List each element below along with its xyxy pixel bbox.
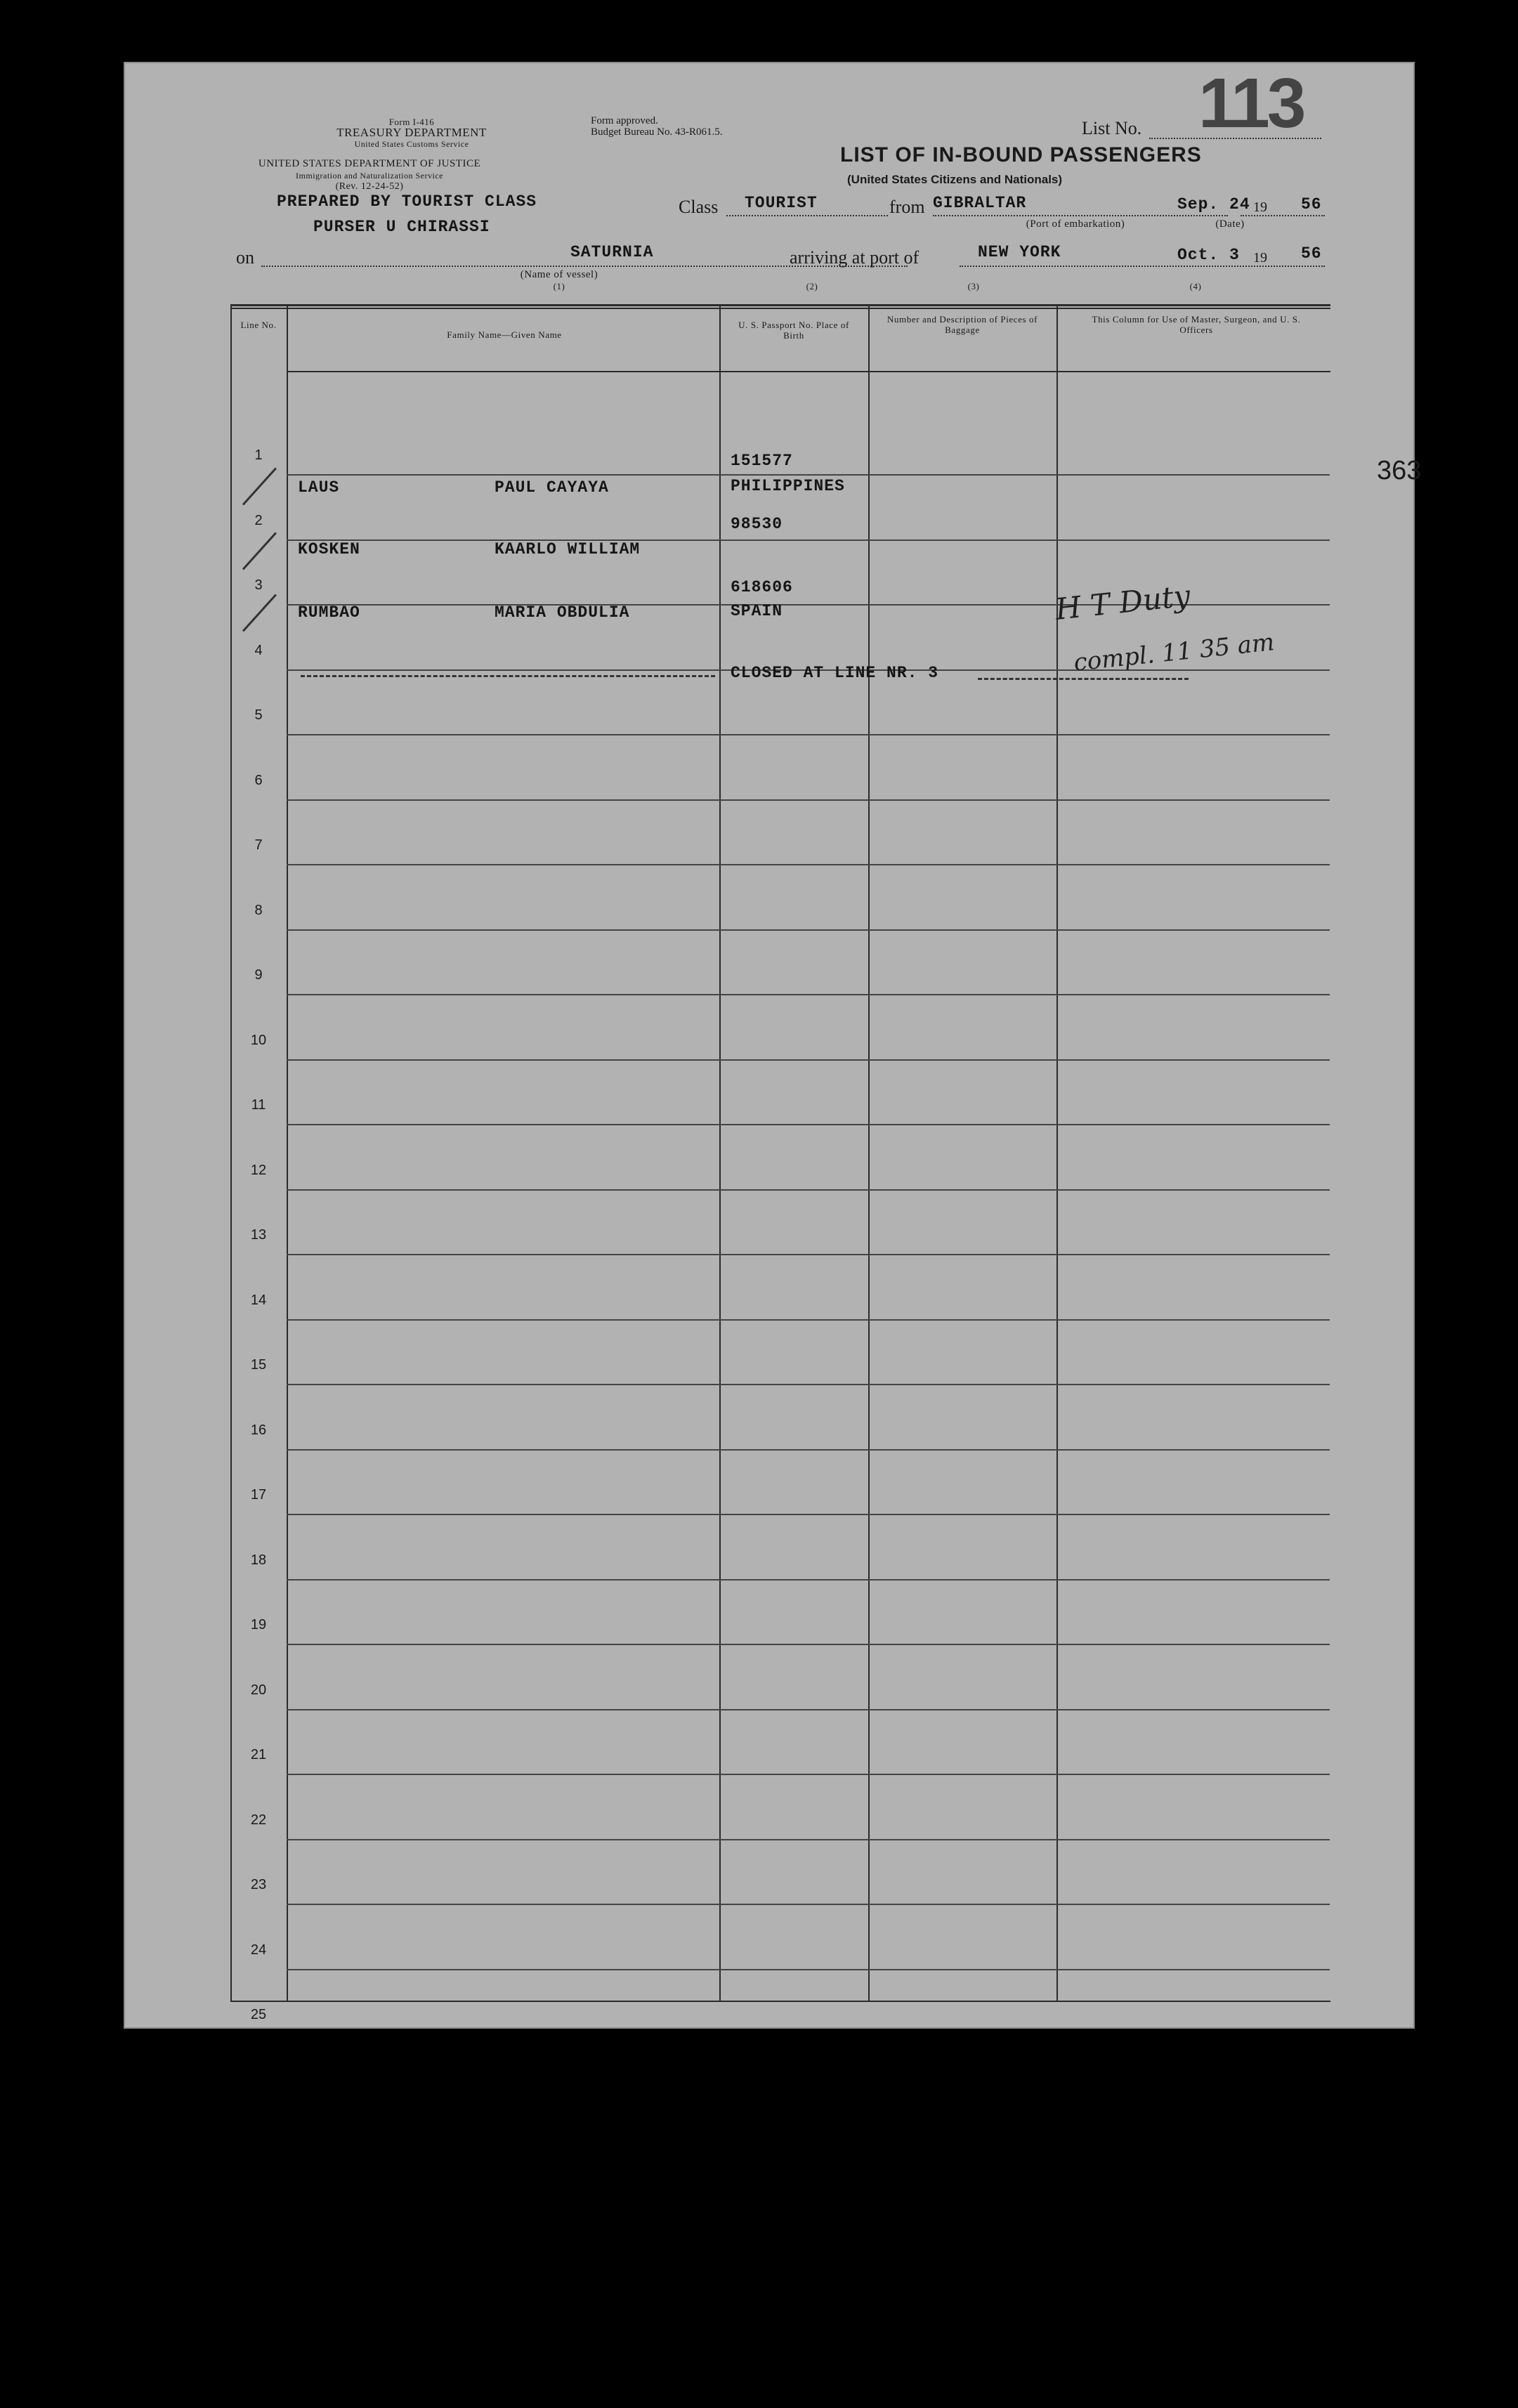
page-subtitle: (United States Citizens and Nationals) xyxy=(847,173,1063,186)
vessel-value: SATURNIA xyxy=(570,243,654,261)
row-rule xyxy=(287,994,1330,995)
row2-given: KAARLO WILLIAM xyxy=(495,540,641,558)
passenger-table xyxy=(230,304,1422,2022)
year-arrive: 56 xyxy=(1301,244,1322,263)
row-rule xyxy=(287,1059,1330,1061)
row-rule xyxy=(287,734,1330,735)
class-value: TOURIST xyxy=(745,194,818,212)
line-number: 2 xyxy=(254,512,263,528)
from-dotline xyxy=(933,215,1228,216)
row-rule xyxy=(287,539,1330,541)
row-rule xyxy=(287,1124,1330,1125)
customs-service: United States Customs Service xyxy=(354,139,469,149)
row-rule xyxy=(287,1449,1330,1451)
line-number: 22 xyxy=(250,1812,267,1828)
line-number: 19 xyxy=(250,1617,267,1632)
arrival-port-value: NEW YORK xyxy=(978,243,1061,261)
row-rule xyxy=(287,799,1330,801)
line-number: 12 xyxy=(250,1162,267,1178)
prepared-by-line1: PREPARED BY TOURIST CLASS xyxy=(277,192,537,211)
ins-service: Immigration and Naturalization Service xyxy=(296,171,443,181)
on-label: on xyxy=(236,247,254,268)
row-rule xyxy=(287,1254,1330,1255)
line-number: 18 xyxy=(250,1552,267,1568)
treasury-dept: TREASURY DEPARTMENT xyxy=(336,126,487,139)
row-rule xyxy=(287,1514,1330,1515)
row-rule xyxy=(287,1709,1330,1710)
date-arrive-value: Oct. 3 xyxy=(1177,246,1240,264)
line-number: 8 xyxy=(254,902,263,918)
row-rule xyxy=(287,864,1330,865)
port-caption: (Port of embarkation) xyxy=(1026,218,1125,230)
list-number: 113 xyxy=(1198,64,1304,143)
row1-passport: 151577 xyxy=(731,452,793,470)
row-rule xyxy=(287,1904,1330,1905)
year-prefix-from: 19 xyxy=(1253,199,1267,215)
line-number: 24 xyxy=(250,1942,267,1958)
row3-family: RUMBAO xyxy=(298,603,360,622)
row-rule xyxy=(287,929,1330,931)
form-number: Form I-416 xyxy=(388,117,435,127)
line-number: 14 xyxy=(250,1292,267,1308)
line-number: 15 xyxy=(250,1357,267,1373)
from-label: from xyxy=(889,197,925,217)
line-number: 16 xyxy=(250,1422,267,1438)
line-number: 9 xyxy=(254,967,263,983)
row3-checkmark-icon xyxy=(242,594,277,632)
row-rule xyxy=(287,1579,1330,1581)
row3-passport: 618606 xyxy=(731,578,793,596)
row1-checkmark-icon xyxy=(242,467,277,505)
form-revision: (Rev. 12-24-52) xyxy=(335,181,404,192)
line-number: 1 xyxy=(254,447,263,463)
from-value: GIBRALTAR xyxy=(933,194,1027,212)
list-no-label: List No. xyxy=(1082,118,1142,138)
budget-bureau: Budget Bureau No. 43-R061.5. xyxy=(591,126,723,138)
form-approved: Form approved. xyxy=(591,115,658,126)
row-rule xyxy=(287,1644,1330,1645)
row-rule xyxy=(287,474,1330,476)
year-from: 56 xyxy=(1301,195,1322,214)
line-number: 17 xyxy=(250,1487,267,1503)
handwritten-initials: H T Duty xyxy=(1053,578,1192,627)
line-number: 21 xyxy=(250,1747,267,1762)
row-rule xyxy=(287,1839,1330,1840)
row-rule xyxy=(287,1384,1330,1385)
line-number: 20 xyxy=(250,1682,267,1698)
class-dotline xyxy=(726,215,888,216)
line-number: 6 xyxy=(254,772,263,788)
line-number: 23 xyxy=(250,1877,267,1892)
arriving-label: arriving at port of xyxy=(790,247,920,268)
row-rule xyxy=(287,1969,1330,1970)
page-title: LIST OF IN-BOUND PASSENGERS xyxy=(840,143,1202,166)
class-label: Class xyxy=(679,197,719,217)
row1-given: PAUL CAYAYA xyxy=(495,478,609,497)
row2-checkmark-icon xyxy=(242,532,277,570)
caption-4: (4) xyxy=(1189,281,1202,292)
handwritten-completion: compl. 11 35 am xyxy=(1072,628,1276,677)
row1-family: LAUS xyxy=(298,478,340,497)
manifest-sheet xyxy=(124,62,1422,2029)
line-number: 4 xyxy=(254,642,263,658)
col-officers: This Column for Use of Master, Surgeon, and U. S. Officers xyxy=(1092,314,1301,335)
caption-3: (3) xyxy=(967,281,980,292)
caption-1: (1) xyxy=(553,281,565,292)
line-number: 11 xyxy=(251,1097,266,1113)
date-caption: (Date) xyxy=(1215,218,1245,230)
vessel-caption: (Name of vessel) xyxy=(520,269,598,280)
row3-given: MARIA OBDULIA xyxy=(495,603,630,622)
row1-birth: PHILIPPINES xyxy=(731,477,845,495)
closing-dash-left xyxy=(301,675,715,677)
row3-birth: SPAIN xyxy=(731,602,783,620)
row-rule xyxy=(287,1319,1330,1321)
caption-2: (2) xyxy=(806,281,818,292)
line-number: 3 xyxy=(254,577,263,593)
col-baggage: Number and Description of Pieces of Baggage xyxy=(886,314,1038,335)
row-rule xyxy=(287,1774,1330,1775)
row-rule xyxy=(287,1189,1330,1191)
line-number: 5 xyxy=(254,707,263,723)
closing-dash-right xyxy=(978,678,1189,680)
col-name: Family Name—Given Name xyxy=(447,329,562,340)
arrival-dotline xyxy=(960,266,1325,267)
row2-family: KOSKEN xyxy=(298,540,360,558)
year-prefix-arrive: 19 xyxy=(1253,250,1267,266)
prepared-by-line2: PURSER U CHIRASSI xyxy=(313,218,490,236)
line-number: 25 xyxy=(250,2007,267,2022)
line-number: 10 xyxy=(250,1032,267,1048)
line-number: 7 xyxy=(254,837,263,853)
closing-text: CLOSED AT LINE NR. 3 xyxy=(731,664,939,682)
row2-passport: 98530 xyxy=(731,515,783,533)
row1-note: 363 xyxy=(1377,456,1422,485)
date-from-value: Sep. 24 xyxy=(1177,195,1250,214)
line-number: 13 xyxy=(250,1227,267,1243)
col-passport: U. S. Passport No. Place of Birth xyxy=(738,320,849,341)
col-line-no: Line No. xyxy=(240,320,277,330)
justice-dept: UNITED STATES DEPARTMENT OF JUSTICE xyxy=(258,158,481,169)
